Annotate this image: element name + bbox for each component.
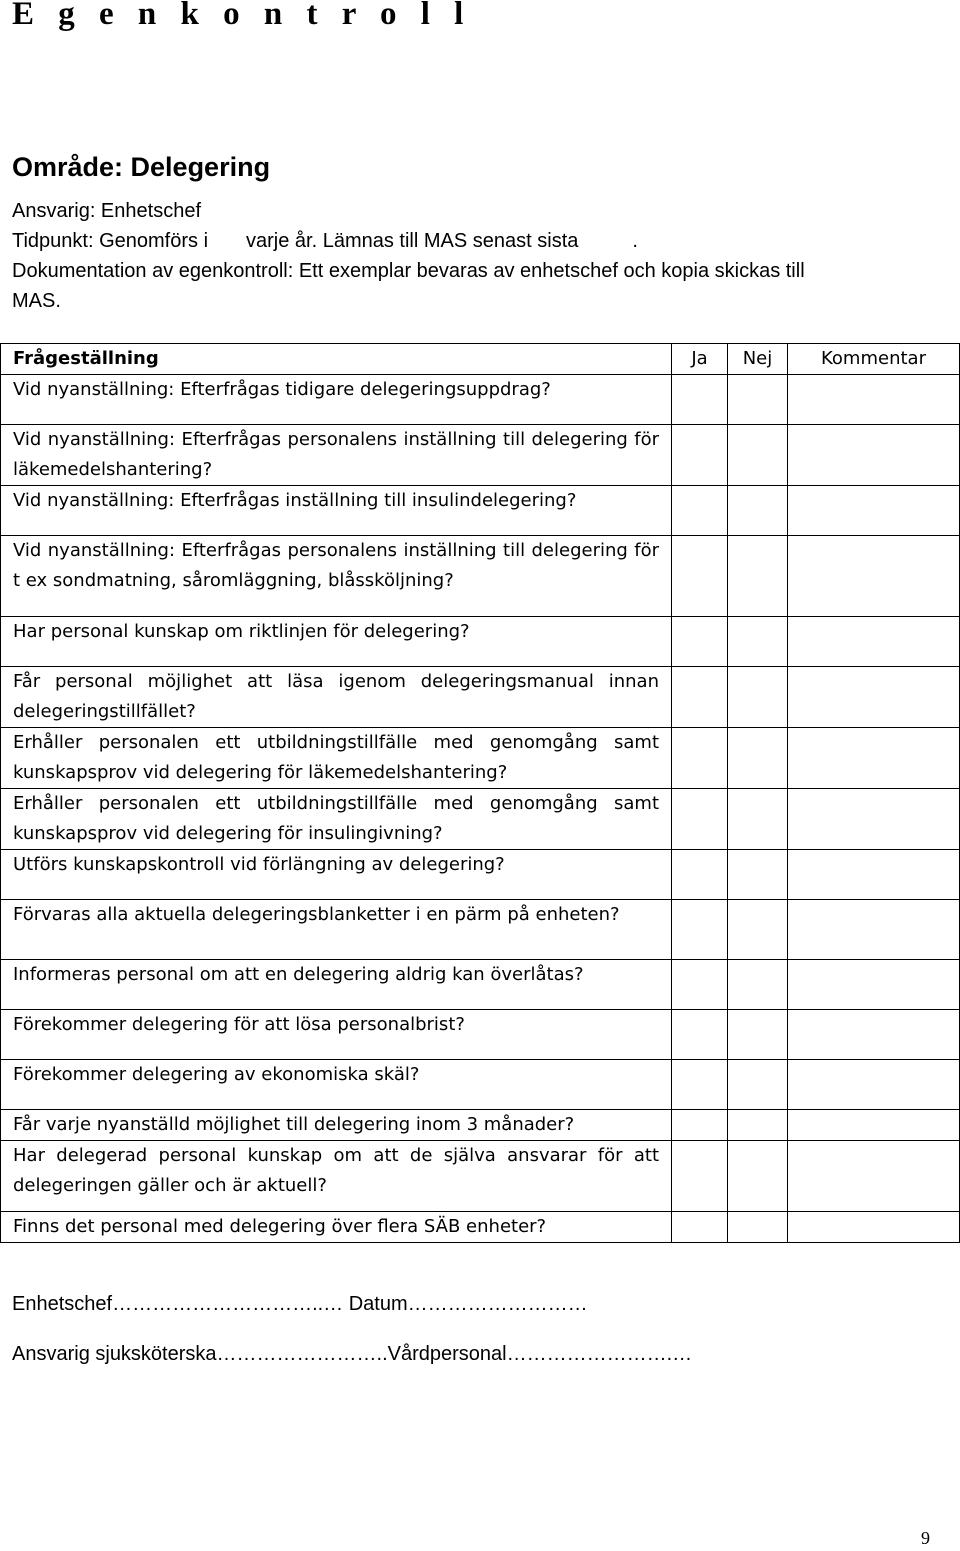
documentation-line: Dokumentation av egenkontroll: Ett exemplar bevaras av enhetschef och kopia skickas till [12,260,805,282]
time-part-2: varje år. Lämnas till MAS senast sista [246,230,579,252]
no-cell[interactable] [728,1212,788,1243]
table-row [1,536,960,617]
question-cell: Vid nyanställning: Efterfrågas personalens inställning till delegering för t ex sondmatning, såromläggning, blåssköljning? [1,536,672,617]
comment-cell[interactable] [788,1110,960,1141]
no-cell[interactable] [728,1060,788,1110]
no-cell[interactable] [728,425,788,486]
no-cell[interactable] [728,789,788,850]
question-cell: Får varje nyanställd möjlighet till delegering inom 3 månader? [1,1110,672,1141]
comment-cell[interactable] [788,960,960,1010]
yes-cell[interactable] [672,375,728,425]
yes-cell[interactable] [672,850,728,900]
comment-cell[interactable] [788,536,960,617]
yes-cell[interactable] [672,667,728,728]
no-cell[interactable] [728,536,788,617]
time-part-1: Tidpunkt: Genomförs i [12,230,209,252]
no-cell[interactable] [728,850,788,900]
table-row [1,1212,960,1243]
document-title: E g e n k o n t r o l l [12,0,472,32]
no-cell[interactable] [728,1141,788,1212]
question-cell: Erhåller personalen ett utbildningstillfälle med genomgång samt kunskapsprov vid delegering för insulingivning? [1,789,672,850]
comment-cell[interactable] [788,1141,960,1212]
header-question: Frågeställning [1,344,672,375]
comment-cell[interactable] [788,1212,960,1243]
signature-line-manager[interactable]: Enhetschef…………………………..… Datum……………………… [12,1293,588,1315]
no-cell[interactable] [728,900,788,960]
table-row [1,850,960,900]
no-cell[interactable] [728,486,788,536]
comment-cell[interactable] [788,486,960,536]
question-cell: Förekommer delegering för att lösa personalbrist? [1,1010,672,1060]
yes-cell[interactable] [672,900,728,960]
comment-cell[interactable] [788,425,960,486]
checklist-table [0,343,960,1243]
time-part-3: . [632,230,638,252]
table-row [1,960,960,1010]
table-row [1,789,960,850]
yes-cell[interactable] [672,1010,728,1060]
question-cell: Informeras personal om att en delegering aldrig kan överlåtas? [1,960,672,1010]
question-cell: Vid nyanställning: Efterfrågas tidigare delegeringsuppdrag? [1,375,672,425]
no-cell[interactable] [728,728,788,789]
question-cell: Har personal kunskap om riktlinjen för delegering? [1,617,672,667]
comment-cell[interactable] [788,789,960,850]
question-cell: Får personal möjlighet att läsa igenom delegeringsmanual innan delegeringstillfället? [1,667,672,728]
no-cell[interactable] [728,375,788,425]
question-cell: Vid nyanställning: Efterfrågas personalens inställning till delegering för läkemedelshantering? [1,425,672,486]
yes-cell[interactable] [672,536,728,617]
comment-cell[interactable] [788,1060,960,1110]
table-row [1,375,960,425]
yes-cell[interactable] [672,1060,728,1110]
yes-cell[interactable] [672,1212,728,1243]
signature-line-nurse[interactable]: Ansvarig sjuksköterska……………………..Vårdpersonal…………………….… [12,1343,693,1365]
yes-cell[interactable] [672,728,728,789]
no-cell[interactable] [728,1010,788,1060]
yes-cell[interactable] [672,1141,728,1212]
table-row [1,1060,960,1110]
question-cell: Har delegerad personal kunskap om att de själva ansvarar för att delegeringen gäller och är aktuell? [1,1141,672,1212]
yes-cell[interactable] [672,1110,728,1141]
yes-cell[interactable] [672,617,728,667]
no-cell[interactable] [728,617,788,667]
documentation-line-cont: MAS. [12,290,61,312]
comment-cell[interactable] [788,617,960,667]
table-header-row [1,344,960,375]
header-comment: Kommentar [788,344,960,375]
yes-cell[interactable] [672,960,728,1010]
table-row [1,1010,960,1060]
question-cell: Utförs kunskapskontroll vid förlängning av delegering? [1,850,672,900]
question-cell: Förvaras alla aktuella delegeringsblanketter i en pärm på enheten? [1,900,672,960]
page-number: 9 [921,1528,930,1548]
table-row [1,1141,960,1212]
yes-cell[interactable] [672,789,728,850]
comment-cell[interactable] [788,728,960,789]
table-row [1,1110,960,1141]
header-no: Nej [728,344,788,375]
yes-cell[interactable] [672,425,728,486]
yes-cell[interactable] [672,486,728,536]
table-row [1,617,960,667]
table-row [1,486,960,536]
question-cell: Erhåller personalen ett utbildningstillfälle med genomgång samt kunskapsprov vid delegering för läkemedelshantering? [1,728,672,789]
question-cell: Vid nyanställning: Efterfrågas inställning till insulindelegering? [1,486,672,536]
comment-cell[interactable] [788,375,960,425]
time-line [12,226,638,256]
no-cell[interactable] [728,667,788,728]
responsible-line: Ansvarig: Enhetschef [12,200,201,222]
table-row [1,667,960,728]
comment-cell[interactable] [788,1010,960,1060]
header-yes: Ja [672,344,728,375]
no-cell[interactable] [728,1110,788,1141]
comment-cell[interactable] [788,850,960,900]
comment-cell[interactable] [788,900,960,960]
comment-cell[interactable] [788,667,960,728]
question-cell: Finns det personal med delegering över flera SÄB enheter? [1,1212,672,1243]
table-row [1,900,960,960]
area-title: Område: Delegering [12,152,271,182]
table-row [1,728,960,789]
table-row [1,425,960,486]
question-cell: Förekommer delegering av ekonomiska skäl? [1,1060,672,1110]
no-cell[interactable] [728,960,788,1010]
